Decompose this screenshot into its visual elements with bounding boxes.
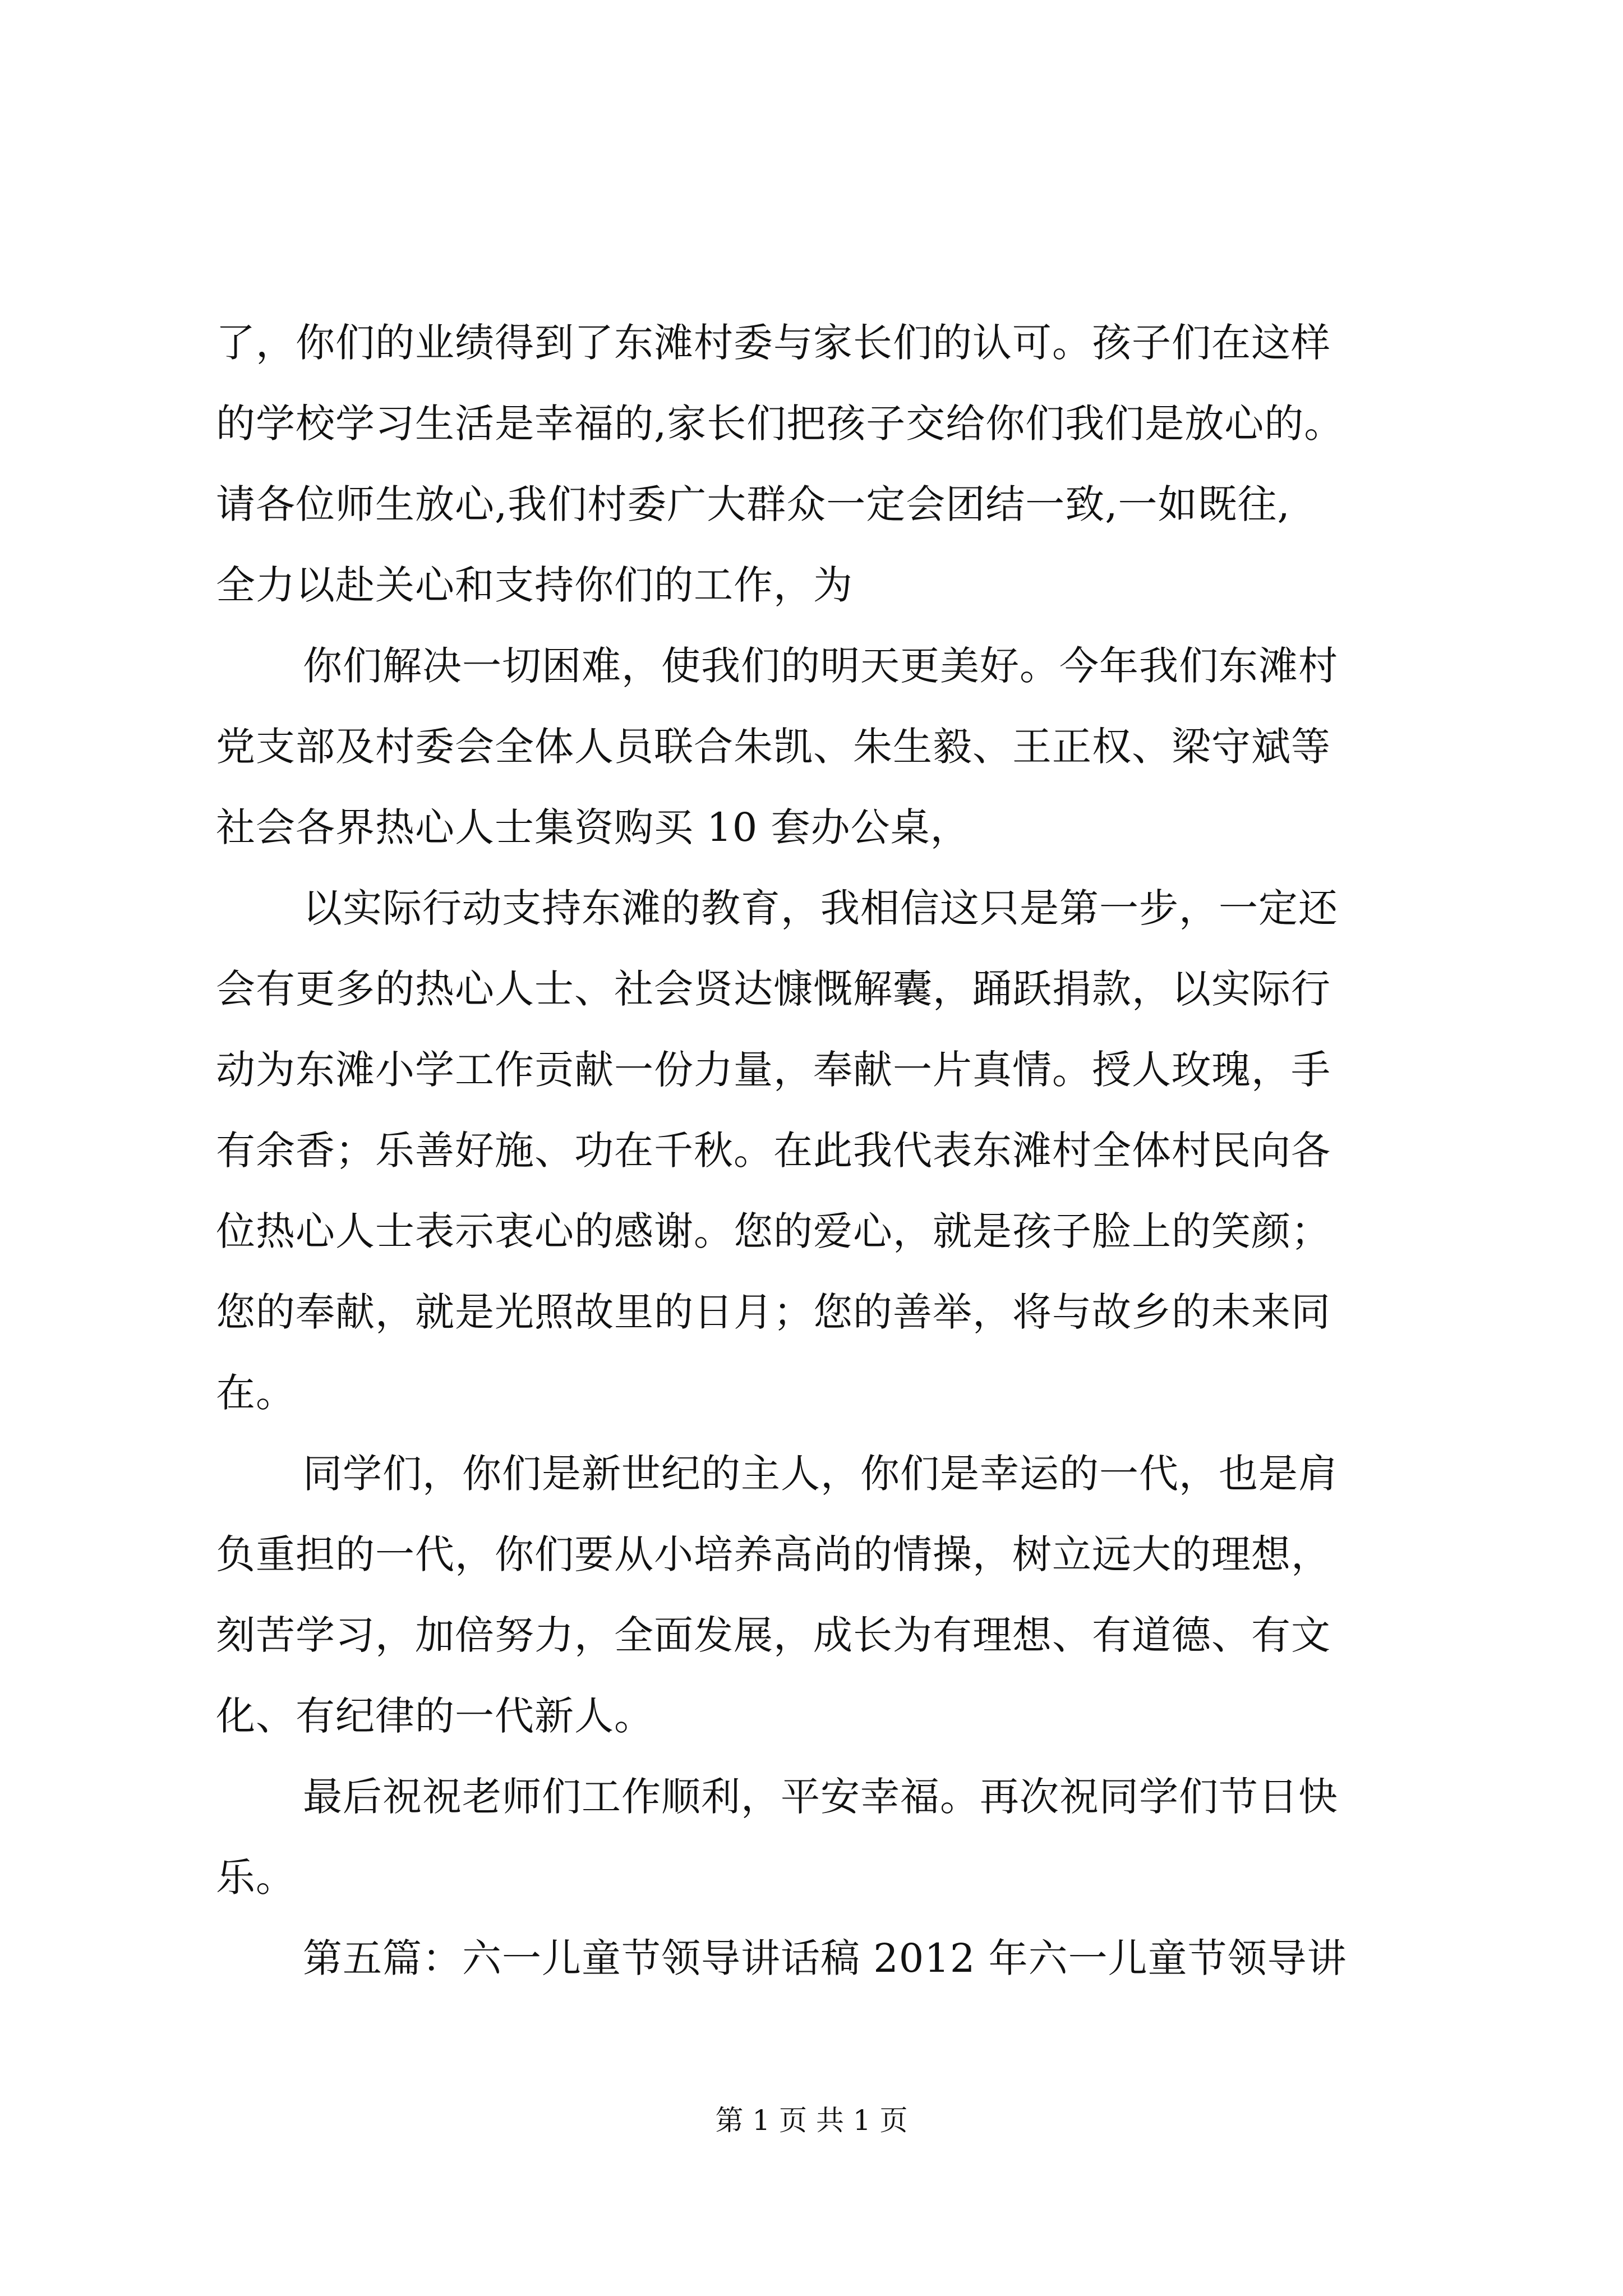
text-line: 以实际行动支持东滩的教育，我相信这只是第一步，一定还 [303,885,1338,931]
text-line: 社会各界热心人士集资购买 10 套办公桌， [216,804,970,850]
text-line: 会有更多的热心人士、社会贤达慷慨解囊，踊跃捐款，以实际行 [216,966,1331,1012]
text-line: 在。 [216,1370,296,1416]
text-line: 党支部及村委会全体人员联合朱凯、朱生毅、王正权、梁守斌等 [216,724,1331,770]
text-line: 了，你们的业绩得到了东滩村委与家长们的认可。孩子们在这样 [216,320,1331,366]
text-line: 请各位师生放心,我们村委广大群众一定会团结一致,一如既往, [216,481,1290,527]
page-number-footer: 第 1 页 共 1 页 [715,2104,908,2137]
text-line: 全力以赴关心和支持你们的工作，为 [216,562,853,608]
text-line: 乐。 [216,1855,296,1901]
text-line: 动为东滩小学工作贡献一份力量，奉献一片真情。授人玫瑰，手 [216,1047,1331,1093]
text-line: 您的奉献，就是光照故里的日月；您的善举，将与故乡的未来同 [216,1289,1331,1335]
text-line: 位热心人士表示衷心的感谢。您的爱心，就是孩子脸上的笑颜； [216,1208,1331,1254]
text-line: 有余香；乐善好施、功在千秋。在此我代表东滩村全体村民向各 [216,1128,1331,1174]
text-line: 化、有纪律的一代新人。 [216,1693,654,1739]
text-line: 第五篇：六一儿童节领导讲话稿 2012 年六一儿童节领导讲 [303,1935,1347,1981]
text-line: 负重担的一代，你们要从小培养高尚的情操，树立远大的理想， [216,1531,1331,1577]
text-line: 最后祝祝老师们工作顺利，平安幸福。再次祝同学们节日快 [303,1774,1338,1820]
text-line: 你们解决一切困难，使我们的明天更美好。今年我们东滩村 [303,643,1338,689]
text-line: 刻苦学习，加倍努力，全面发展，成长为有理想、有道德、有文 [216,1612,1331,1658]
text-line: 同学们，你们是新世纪的主人，你们是幸运的一代，也是肩 [303,1451,1338,1497]
text-line: 的学校学习生活是幸福的,家长们把孩子交给你们我们是放心的。 [216,401,1344,447]
